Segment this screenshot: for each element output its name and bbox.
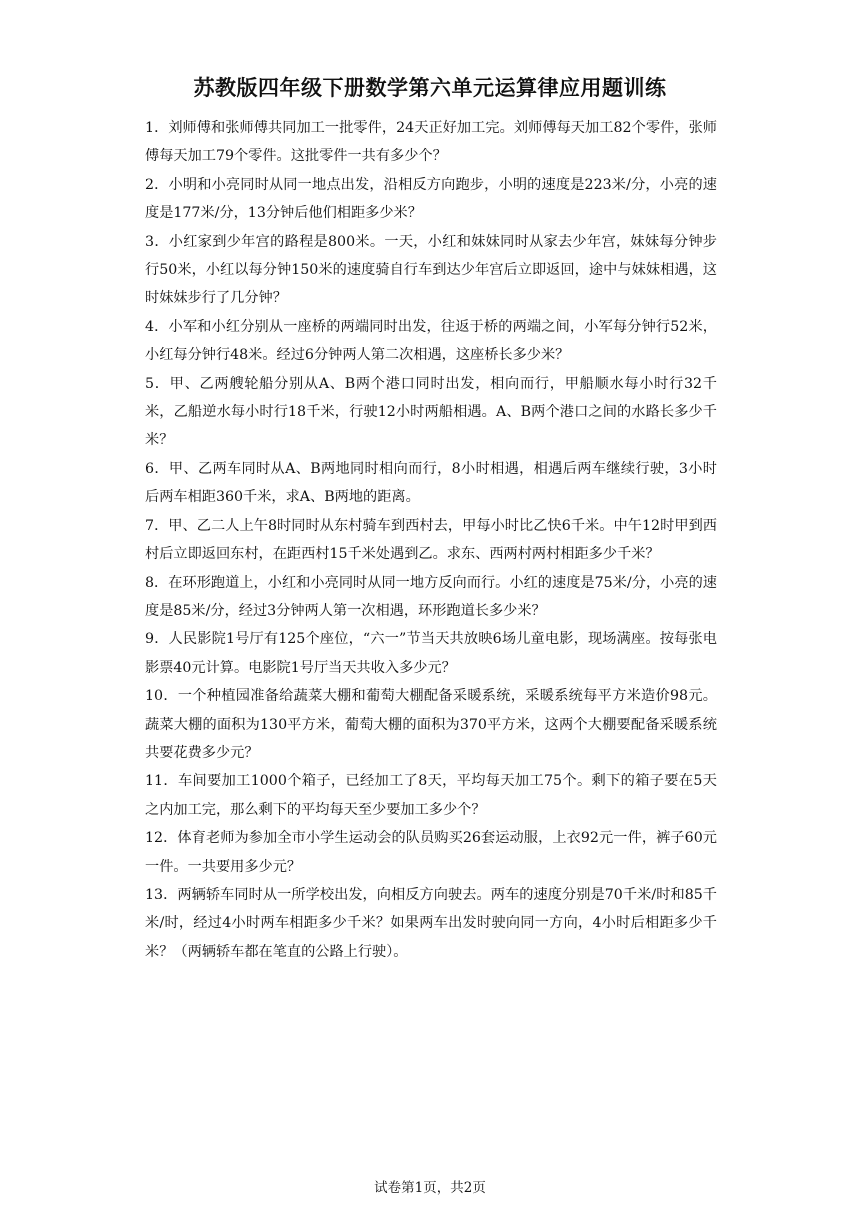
question-1: 1．刘师傅和张师傅共同加工一批零件，24天正好加工完。刘师傅每天加工82个零件，张师傅每天加工79个零件。这批零件一共有多少个？ [145,120,717,165]
question-5: 5．甲、乙两艘轮船分别从A、B两个港口同时出发，相向而行，甲船顺水每小时行32千米，乙船逆水每小时行18千米，行驶12小时两船相遇。A、B两个港口之间的水路长多少千米？ [145,375,717,449]
question-13: 13．两辆轿车同时从一所学校出发，向相反方向驶去。两车的速度分别是70千米/时和85千米/时，经过4小时两车相距多少千米？如果两车出发时驶向同一方向，4小时后相距多少千米？（两辆轿车都在笔直的公路上行驶）。 [145,886,717,960]
question-12: 12．体育老师为参加全市小学生运动会的队员购买26套运动服，上衣92元一件，裤子60元一件。一共要用多少元？ [145,830,717,875]
question-11: 11．车间要加工1000个箱子，已经加工了8天，平均每天加工75个。剩下的箱子要在5天之内加工完，那么剩下的平均每天至少要加工多少个？ [145,773,717,818]
question-3: 3．小红家到少年宫的路程是800米。一天，小红和妹妹同时从家去少年宫，妹妹每分钟步行50米，小红以每分钟150米的速度骑自行车到达少年宫后立即返回，途中与妹妹相遇，这时妹妹步行了几分钟？ [145,233,717,307]
question-4: 4．小军和小红分别从一座桥的两端同时出发，往返于桥的两端之间，小军每分钟行52米，小红每分钟行48米。经过6分钟两人第二次相遇，这座桥长多少米？ [145,318,717,364]
question-9: 9．人民影院1号厅有125个座位，“六一”节当天共放映6场儿童电影，现场满座。按每张电影票40元计算。电影院1号厅当天共收入多少元？ [145,631,717,676]
question-2: 2．小明和小亮同时从同一地点出发，沿相反方向跑步，小明的速度是223米/分，小亮的速度是177米/分，13分钟后他们相距多少米？ [145,176,717,222]
question-8: 8．在环形跑道上，小红和小亮同时从同一地方反向而行。小红的速度是75米/分，小亮的速度是85米/分，经过3分钟两人第一次相遇，环形跑道长多少米？ [145,574,717,619]
page-footer: 试卷第1页，共2页 [374,1180,486,1196]
question-10: 10．一个种植园准备给蔬菜大棚和葡萄大棚配备采暖系统，采暖系统每平方米造价98元。蔬菜大棚的面积为130平方米，葡萄大棚的面积为370平方米，这两个大棚要配备采暖系统共要花费多少元？ [145,688,717,761]
question-7: 7．甲、乙二人上午8时同时从东村骑车到西村去，甲每小时比乙快6千米。中午12时甲到西村后立即返回东村，在距西村15千米处遇到乙。求东、西两村两村相距多少千米？ [145,517,717,563]
page-title: 苏教版四年级下册数学第六单元运算律应用题训练 [193,76,667,100]
question-list [145,114,717,966]
question-6: 6．甲、乙两车同时从A、B两地同时相向而行，8小时相遇，相遇后两车继续行驶，3小时后两车相距360千米，求A、B两地的距离。 [145,460,717,506]
